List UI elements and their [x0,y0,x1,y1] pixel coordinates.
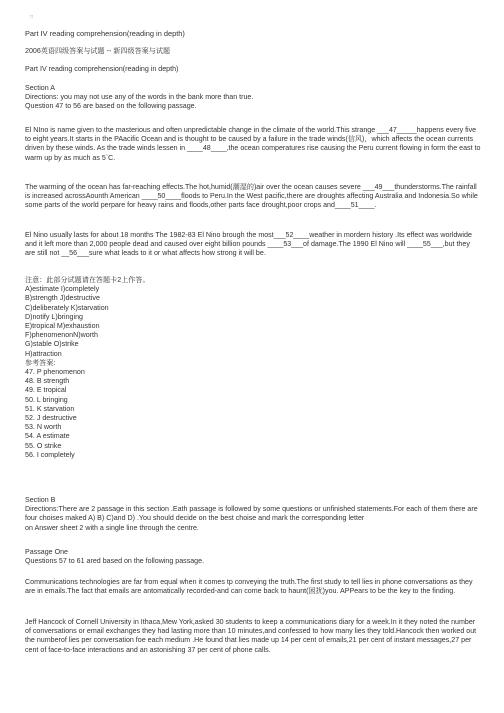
section-b-directions-tail: on Answer sheet 2 with a single line through the centre. [25,523,199,532]
answer-item: 48. B strength [25,377,70,386]
section-b-directions: Directions:There are 2 passage in this section .Eath passage is followed by some questions or unfinished statements.For each of them there are four choises maked A) B) C)and D) .You should decide on the best choise and mark the corresponding letter [25,505,478,523]
passage-heading: Passage One [25,548,68,556]
answer-item: 55. O strike [25,441,62,450]
word-bank-row: G)stable O)strike [25,340,79,349]
answer-item: 47. P phenomenon [25,368,85,377]
passage-paragraph-2: Jeff Hancock of Cornell University in Ithaca,Mew York,asked 30 students to keep a communications diary for a week.In it they noted the number of conversations or email exchanges they had lasting more than 10 minutes,and confessed to how many lies they told.Hancock then worked out the numberof lies per conversation foe each medium .He found that lies made up 14 per cent of emails,21 per cent of instant messages,27 per cent of face-to-face interactions and an astonishing 37 per cent of phone calls. [25,618,477,654]
passage-paragraph-1: Communications technologies are far from equal when it comes tp conveying the truth.The first study to tell lies in phone conversations as they are in emails.The fact that emails are antomatically recorded-and can come back to haunt(困扰)you. APPears to be the key to the finding. [25,578,473,596]
section-title: Part IV reading comprehension(reading in depth) [25,65,179,73]
word-bank [25,276,481,460]
word-bank-row: D)notify L)bringing [25,312,83,321]
passage-question-range: Questions 57 to 61 ared based on the following passage. [25,557,205,566]
corner-mark: □ [30,14,34,20]
page-title: Part IV reading comprehension(reading in depth) [25,29,185,38]
page-subtitle: 2006英语四级答案与试题 -- 新四级答案与试题 [25,47,171,55]
answers-heading: 参考答案: [25,358,56,367]
answer-item: 56. I completely [25,450,75,459]
section-a [25,84,481,112]
answer-item: 53. N worth [25,423,62,432]
section-a-paragraph-3: El Nino usually lasts for about 18 months The 1982-83 El Nino brough the most___52____weather in mordern history .Its effect was worldwide and it left more than 2,000 people dead and caused over eight billion pounds ____53___of damage.The 1990 El Nino will ____55___,but they are still not __56___sure what leads to it or what affects how strong it will be. [25,231,472,258]
answer-item: 50. L bringing [25,395,68,404]
section-b [25,496,481,533]
word-bank-row: E)tropical M)exhaustion [25,322,100,331]
section-a-paragraph-1: El NIno is name given to the masterious and often unpredictable change in the climate of the world.This strange ___47_____happens every five to eight years.It starts in the PAacific Ocean and is thought to be caused by a failure in the trade winds(信风)，which affects the ocean currents driven by these winds. As the trade winds lessen in ____48____,the ocean comperatures rise causing the Peru current flowing in form the east to warm up by as much as 5`C. [25,126,481,162]
section-b-heading: Section B [25,496,56,504]
word-bank-row: C)deliberately K)starvation [25,303,109,312]
section-a-question-range: Question 47 to 56 are based on the following passage. [25,102,197,111]
answer-item: 49. E tropical [25,386,67,395]
answer-item: 54. A estimate [25,432,70,441]
answer-note: 注意：此部分试题请在答题卡2上作答。 [25,276,150,284]
passage-one-header [25,548,481,566]
answer-item: 52. J destructive [25,414,77,423]
word-bank-row: B)strength J)destructive [25,294,100,303]
section-a-directions: Directions: you may not use any of the words in the bank more than true. [25,93,254,102]
section-a-paragraph-2: The warming of the ocean has far-reaching effects.The hot,humid(潮湿的)air over the ocean causes severe ___49___thunderstorms.The rainfall is increased acrossAounth American ____50____floods to Peru.In the West pacific,there are droughts affecting Australia and Indonesia.So while some parts of the world perpare for heavy rains and floods,other parts face drought,poor crops and____51____. [25,183,478,210]
word-bank-row: H)attraction [25,349,62,358]
answer-item: 51. K starvation [25,404,75,413]
word-bank-row: F)phenomenonN)worth [25,331,98,340]
section-a-heading: Section A [25,84,55,92]
word-bank-row: A)estimate I)completely [25,285,100,294]
